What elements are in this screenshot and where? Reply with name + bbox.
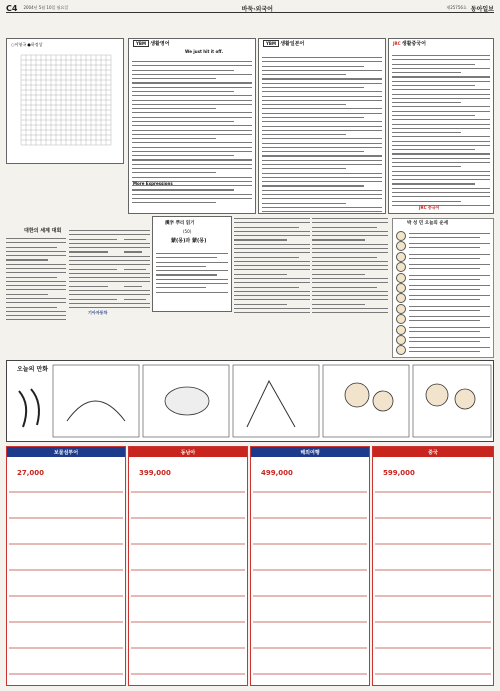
horoscope-row xyxy=(396,273,490,283)
baduk-board-box: ○이영국 ●하정상 xyxy=(6,38,124,164)
zodiac-icon xyxy=(396,304,406,314)
section-title: 바둑·외국어 xyxy=(241,5,273,13)
english-title: 생활영어 xyxy=(150,41,170,47)
ad-title: 해외여행 xyxy=(251,447,369,457)
ad-china[interactable] xyxy=(372,446,494,686)
horoscope-row xyxy=(396,345,490,355)
ad-price: 599,000 xyxy=(383,469,415,477)
horoscope-row xyxy=(396,314,490,324)
japanese-title: 생활일본어 xyxy=(280,41,305,47)
horoscope-row xyxy=(396,262,490,272)
english-subtitle: We just hit it off. xyxy=(185,49,223,54)
horoscope-title: 박 성 민 오늘의 운세 xyxy=(407,221,449,226)
page-header xyxy=(6,4,494,13)
zodiac-icon xyxy=(396,335,406,345)
ad-title: 보물섬투어 xyxy=(7,447,125,457)
baduk-title: 대한의 세계 대회 xyxy=(24,228,62,234)
chinese-title: 생활중국어 xyxy=(401,41,426,47)
zodiac-icon xyxy=(396,273,406,283)
cartoon-panels xyxy=(7,361,495,443)
page-number: C4 xyxy=(6,3,18,13)
zodiac-icon xyxy=(396,252,406,262)
horoscope-row xyxy=(396,252,490,262)
horoscope-row xyxy=(396,335,490,345)
masthead: 동아일보 xyxy=(470,5,494,13)
ad-bomulseom[interactable] xyxy=(6,446,126,686)
hanja-number: (50) xyxy=(183,229,192,234)
horoscope-row xyxy=(396,241,490,251)
ad-title: 동남아 xyxy=(129,447,247,457)
ybm-badge: YBM xyxy=(263,40,279,47)
zodiac-icon xyxy=(396,262,406,272)
go-board xyxy=(18,52,114,148)
ad-southeast-asia[interactable] xyxy=(128,446,248,686)
japanese-column xyxy=(258,38,386,214)
jrc-footer: JRC 중국어 xyxy=(419,205,440,210)
horoscope-row xyxy=(396,231,490,241)
cartoon-strip xyxy=(6,360,494,442)
horoscope-box xyxy=(392,218,494,358)
chinese-column xyxy=(388,38,494,214)
zodiac-icon xyxy=(396,325,406,335)
zodiac-icon xyxy=(396,241,406,251)
player-black: 하정상 xyxy=(30,42,43,47)
zodiac-icon xyxy=(396,293,406,303)
english-column xyxy=(128,38,256,214)
more-expressions-heading: More Expressions xyxy=(133,181,173,186)
jrc-badge: JRC xyxy=(393,41,401,46)
hanja-main: 蒙(몽)과 蒙(몽) xyxy=(171,238,207,244)
horoscope-row xyxy=(396,325,490,335)
zodiac-icon xyxy=(396,283,406,293)
zodiac-icon xyxy=(396,345,406,355)
hanja-box xyxy=(152,216,232,312)
ad-price: 27,000 xyxy=(17,469,45,477)
publication-date: 2004년 5월 10일 월요일 xyxy=(23,5,69,10)
cartoon-label: 오늘의 만화 xyxy=(17,366,49,373)
zodiac-icon xyxy=(396,314,406,324)
horoscope-row xyxy=(396,293,490,303)
hanja-title: 漢字 뿌리 읽기 xyxy=(165,221,195,226)
ybm-badge: YBM xyxy=(133,40,149,47)
ad-overseas-travel[interactable] xyxy=(250,446,370,686)
zodiac-icon xyxy=(396,231,406,241)
horoscope-row xyxy=(396,283,490,293)
ad-price: 399,000 xyxy=(139,469,171,477)
sponsor-logo: 기아자동차 xyxy=(88,310,108,315)
ad-title: 중국 xyxy=(373,447,493,457)
issue-number: 제25756호 xyxy=(446,5,467,10)
ad-price: 499,000 xyxy=(261,469,293,477)
horoscope-row xyxy=(396,304,490,314)
player-white: 이영국 xyxy=(14,42,27,47)
